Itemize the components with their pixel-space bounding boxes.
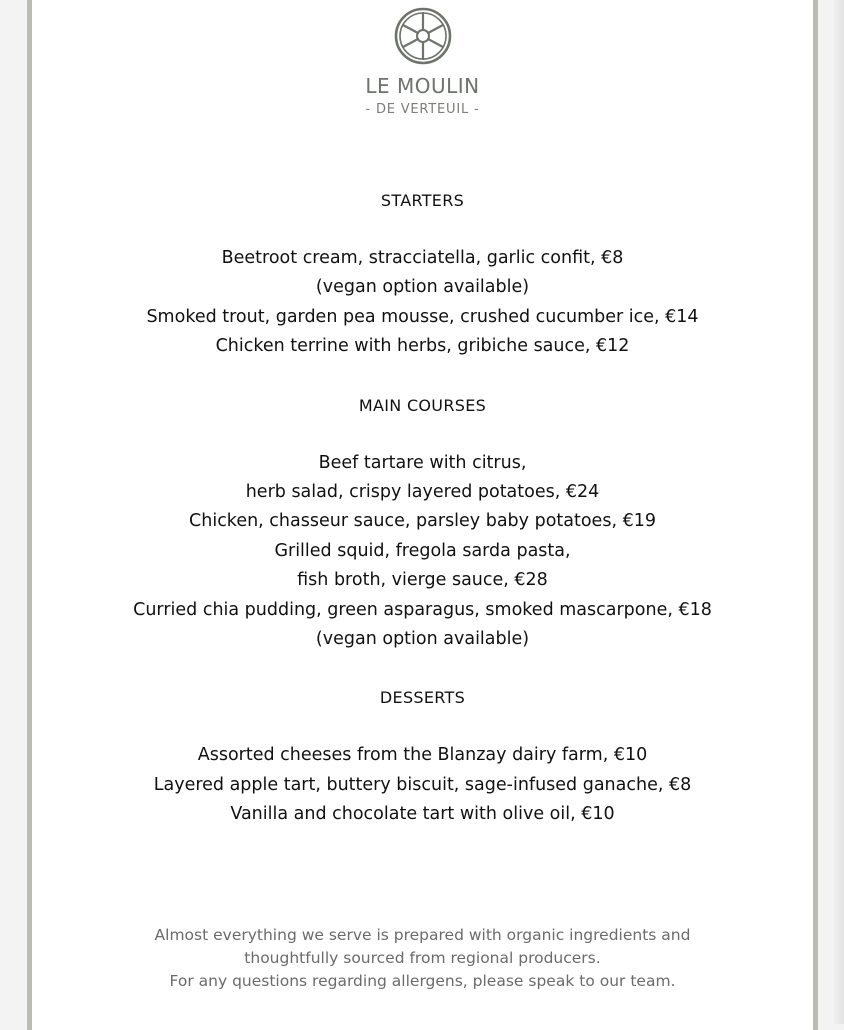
menu-item: Chicken, chasseur sauce, parsley baby potatoes, €19 [189, 511, 656, 532]
footer-line: For any questions regarding allergens, please speak to our team. [169, 972, 676, 990]
menu-item: fish broth, vierge sauce, €28 [297, 570, 548, 591]
menu-item: Smoked trout, garden pea mousse, crushed cucumber ice, €14 [146, 306, 699, 327]
menu-item: Vanilla and chocolate tart with olive oil, €10 [230, 804, 615, 825]
section-title-starters: STARTERS [380, 191, 465, 210]
restaurant-name: LE MOULIN [365, 74, 480, 98]
menu-item: Chicken terrine with herbs, gribiche sauce, €12 [215, 336, 630, 357]
menu-item: herb salad, crispy layered potatoes, €24 [245, 481, 600, 502]
menu-item: Assorted cheeses from the Blanzay dairy farm, €10 [197, 745, 648, 766]
mill-wheel-icon [393, 6, 453, 66]
footer-line: thoughtfully sourced from regional producers. [244, 949, 601, 967]
menu-note: (vegan option available) [315, 628, 530, 649]
menu-sheet [27, 0, 818, 1030]
menu-item: Layered apple tart, buttery biscuit, sage-infused ganache, €8 [153, 774, 692, 795]
menu-item: Beef tartare with citrus, [318, 452, 527, 473]
page-edge [834, 0, 844, 1024]
section-title-desserts: DESSERTS [379, 688, 466, 708]
menu-item: Grilled squid, fregola sarda pasta, [274, 540, 571, 561]
section-title-main-courses: MAIN COURSES [358, 395, 487, 415]
menu-body [32, 186, 813, 829]
footer-note [32, 924, 813, 993]
footer-line: Almost everything we serve is prepared with organic ingredients and [154, 926, 691, 944]
menu-item: Curried chia pudding, green asparagus, smoked mascarpone, €18 [133, 599, 712, 620]
menu-item: Beetroot cream, stracciatella, garlic confit, €8 [221, 248, 624, 268]
logo [32, 6, 813, 117]
restaurant-subtitle: - DE VERTEUIL - [365, 102, 480, 117]
menu-note: (vegan option available) [315, 277, 530, 298]
